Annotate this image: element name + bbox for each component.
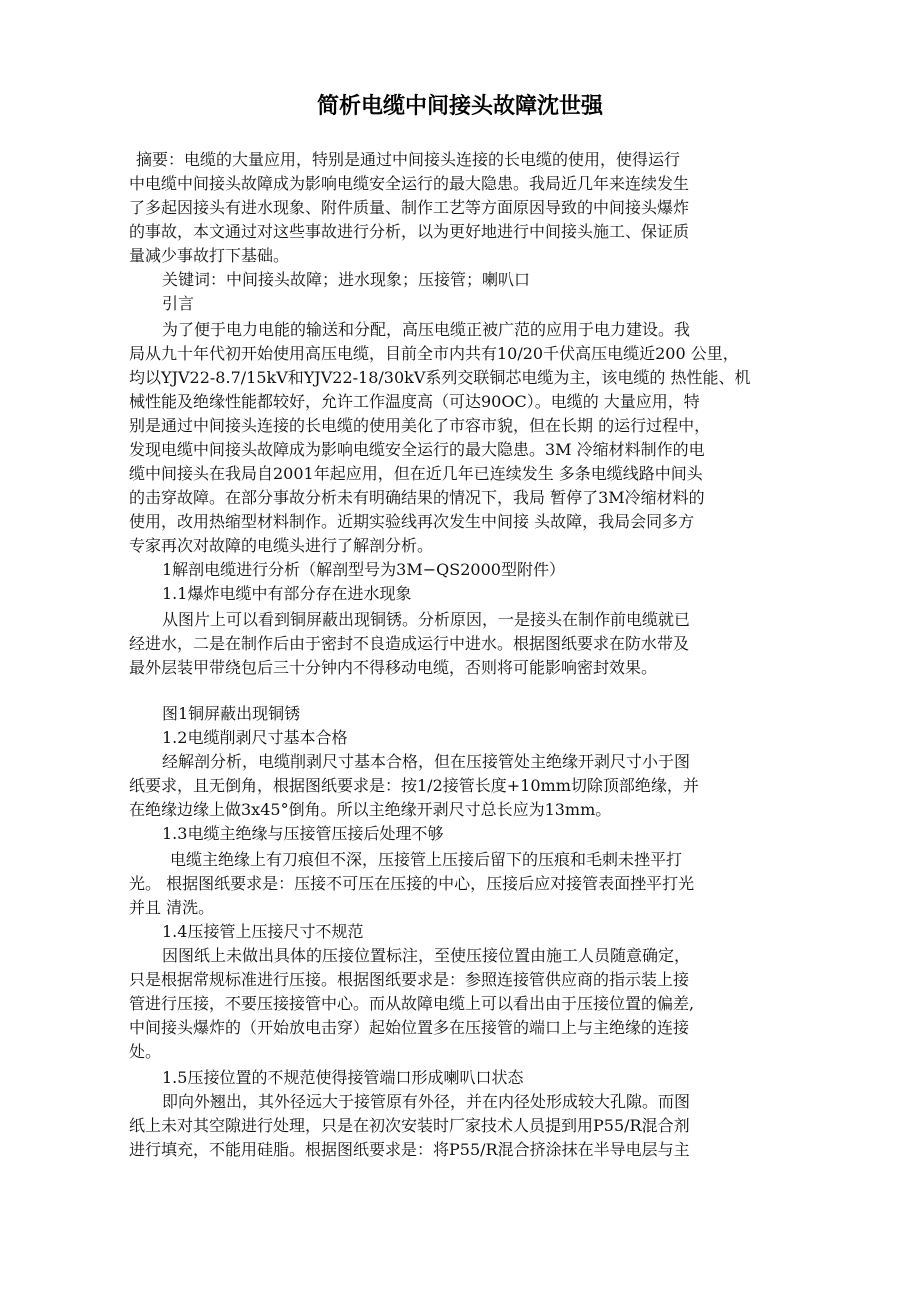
- body-line: 经解剖分析，电缆削剥尺寸基本合格，但在压接管处主绝缘开剥尺寸小于图: [162, 752, 691, 771]
- body-line: 在绝缘边缘上做3x45°倒角。所以主绝缘开剥尺寸总长应为13mm。: [129, 800, 612, 819]
- body-line: 只是根据常规标准进行压接。根据图纸要求是：参照连接管供应商的指示装上接: [129, 970, 690, 989]
- section-heading-introduction: 引言: [162, 294, 195, 313]
- body-line: 光。 根据图纸要求是：压接不可压在压接的中心，压接后应对接管表面挫平打光: [129, 874, 695, 893]
- section-heading-1-5: 1.5压接位置的不规范使得接管端口形成喇叭口状态: [162, 1068, 524, 1087]
- body-line: 因图纸上未做出具体的压接位置标注，至使压接位置由施工人员随意确定，: [162, 946, 691, 965]
- section-heading-1-1: 1.1爆炸电缆中有部分存在进水现象: [162, 584, 412, 603]
- body-line: 使用，改用热缩型材料制作。近期实验线再次发生中间接 头故障，我局会同多方: [129, 512, 695, 531]
- section-heading-1: 1解剖电缆进行分析（解剖型号为3M−QS2000型附件）: [162, 560, 565, 579]
- body-line: 别是通过中间接头连接的长电缆的使用美化了市容市貌，但在长期 的运行过程中，: [129, 416, 711, 435]
- body-line: 的击穿故障。在部分事故分析未有明确结果的情况下，我局 暂停了3M冷缩材料的: [129, 488, 705, 507]
- abstract-line: 量减少事故打下基础。: [129, 246, 290, 265]
- body-line: 均以YJV22-8.7/15kV和YJV22-18/30kV系列交联铜芯电缆为主，该电缆的 热性能、机: [129, 368, 751, 387]
- body-line: 经进水，二是在制作后由于密封不良造成运行中进水。根据图纸要求在防水带及: [129, 634, 690, 653]
- figure-caption: 图1铜屏蔽出现铜锈: [162, 704, 301, 723]
- body-line: 局从九十年代初开始使用高压电缆，目前全市内共有10/20千伏高压电缆近200 公里，: [129, 344, 739, 363]
- body-line: 最外层装甲带绕包后三十分钟内不得移动电缆，否则将可能影响密封效果。: [129, 658, 658, 677]
- body-line: 为了便于电力电能的输送和分配，高压电缆正被广范的应用于电力建设。我: [162, 320, 691, 339]
- body-line: 管进行压接，不要压接接管中心。而从故障电缆上可以看出由于压接位置的偏差,: [129, 994, 695, 1013]
- body-line: 处。: [129, 1042, 162, 1061]
- body-line: 纸要求，且无倒角，根据图纸要求是：按1/2接管长度+10mm切除顶部绝缘，并: [129, 776, 699, 795]
- body-line: 进行填充，不能用硅脂。根据图纸要求是：将P55/R混合挤涂抹在半导电层与主: [129, 1140, 690, 1159]
- body-line: 缆中间接头在我局自2001年起应用，但在近几年已连续发生 多条电缆线路中间头: [129, 464, 703, 483]
- keywords-line: 关键词：中间接头故障；进水现象；压接管；喇叭口: [162, 270, 531, 289]
- body-line: 械性能及绝缘性能都较好，允许工作温度高（可达90OC）。电缆的 大量应用，特: [129, 392, 700, 411]
- body-line: 即向外翘出，其外径远大于接管原有外径，并在内径处形成较大孔隙。而图: [162, 1092, 691, 1111]
- body-line: 发现电缆中间接头故障成为影响电缆安全运行的最大隐患。3M 冷缩材料制作的电: [129, 440, 705, 459]
- abstract-line: 了多起因接头有进水现象、附件质量、制作工艺等方面原因导致的中间接头爆炸: [129, 198, 690, 217]
- document-title: 简析电缆中间接头故障沈世强: [316, 94, 603, 119]
- body-line: 从图片上可以看到铜屏蔽出现铜锈。分析原因，一是接头在制作前电缆就已: [162, 610, 691, 629]
- body-line: 并且 清洗。: [129, 898, 215, 917]
- abstract-line: 摘要：电缆的大量应用，特别是通过中间接头连接的长电缆的使用，使得运行: [136, 150, 681, 169]
- section-heading-1-3: 1.3电缆主绝缘与压接管压接后处理不够: [162, 824, 444, 843]
- body-line: 纸上未对其空隙进行处理，只是在初次安装时厂家技术人员提到用P55/R混合剂: [129, 1116, 690, 1135]
- section-heading-1-4: 1.4压接管上压接尺寸不规范: [162, 922, 364, 941]
- abstract-line: 的事故，本文通过对这些事故进行分析，以为更好地进行中间接头施工、保证质: [129, 222, 690, 241]
- abstract-line: 中电缆中间接头故障成为影响电缆安全运行的最大隐患。我局近几年来连续发生: [129, 174, 690, 193]
- body-line: 专家再次对故障的电缆头进行了解剖分析。: [129, 536, 434, 555]
- section-heading-1-2: 1.2电缆削剥尺寸基本合格: [162, 728, 348, 747]
- body-line: 中间接头爆炸的（开始放电击穿）起始位置多在压接管的端口上与主绝缘的连接: [129, 1018, 690, 1037]
- body-line: 电缆主绝缘上有刀痕但不深，压接管上压接后留下的压痕和毛刺未挫平打: [170, 850, 683, 869]
